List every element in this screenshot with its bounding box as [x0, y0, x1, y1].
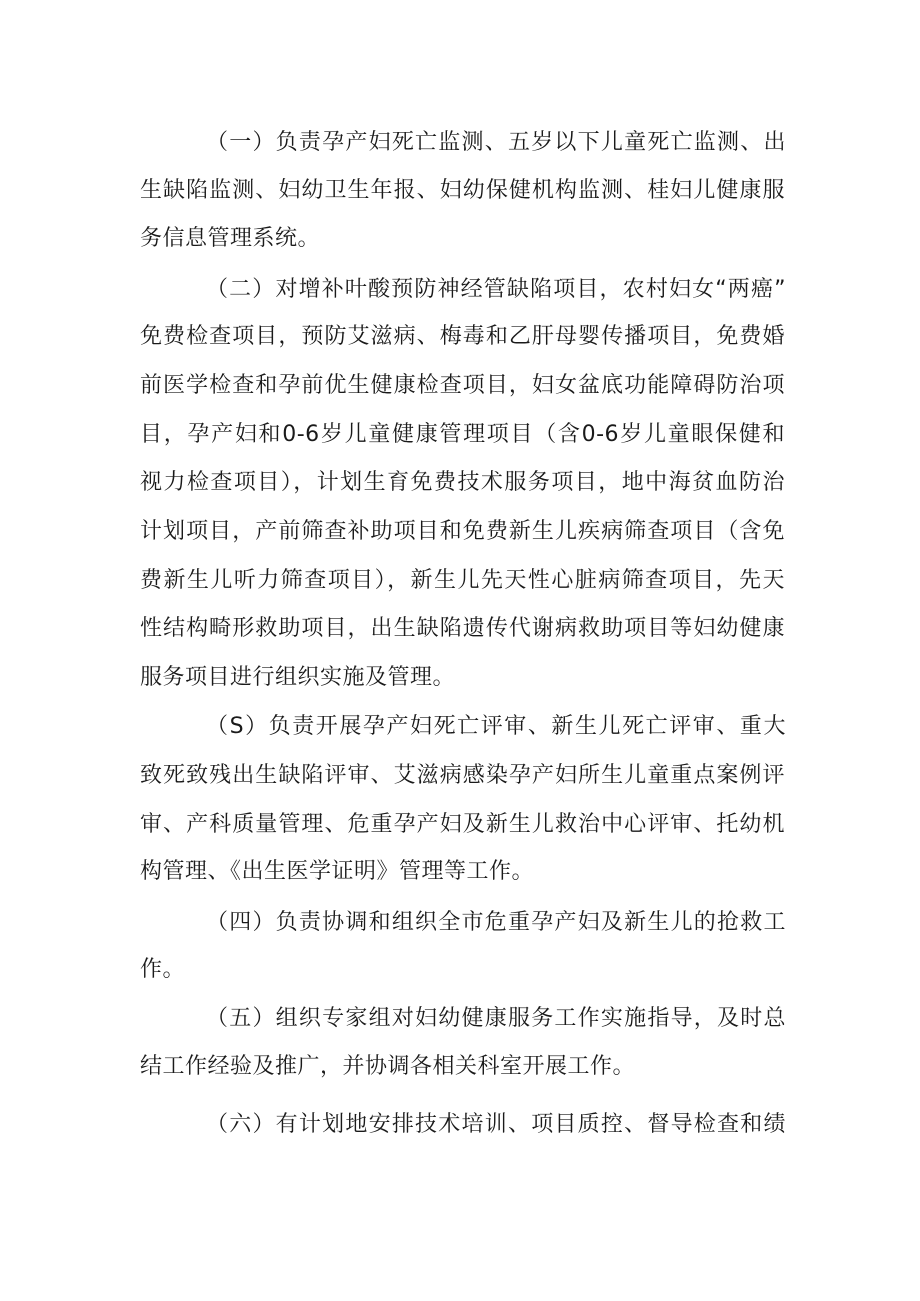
- paragraph-1-line-1: （一）负责孕产妇死亡监测、五岁以下儿童死亡监测、出: [206, 130, 786, 155]
- paragraph-3-line-4: 构管理、《出生医学证明》管理等工作。: [140, 859, 535, 884]
- paragraph-2-line-2: 免费检查项目，预防艾滋病、梅毒和乙肝母婴传播项目，免费婚: [140, 324, 785, 349]
- paragraph-1-line-3: 务信息管理系统。: [140, 226, 321, 251]
- paragraph-2-line-4: 目，孕产妇和0-6岁儿童健康管理项目（含0-6岁儿童眼保健和: [140, 422, 785, 447]
- paragraph-3-line-2: 致死致残出生缺陷评审、艾滋病感染孕产妇所生儿童重点案例评: [140, 763, 785, 788]
- paragraph-2-line-1: （二）对增补叶酸预防神经管缺陷项目，农村妇女“两癌”: [206, 277, 786, 302]
- paragraph-6-line-1: （六）有计划地安排技术培训、项目质控、督导检查和绩: [206, 1112, 786, 1137]
- paragraph-3-line-3: 审、产科质量管理、危重孕产妇及新生儿救治中心评审、托幼机: [140, 812, 785, 837]
- paragraph-2-line-7: 费新生儿听力筛查项目），新生儿先天性心脏病筛查项目，先天: [140, 568, 785, 593]
- paragraph-1-line-2: 生缺陷监测、妇幼卫生年报、妇幼保健机构监测、桂妇儿健康服: [140, 178, 785, 203]
- paragraph-2-line-9: 服务项目进行组织实施及管理。: [140, 665, 456, 690]
- paragraph-2-line-6: 计划项目，产前筛查补助项目和免费新生儿疾病筛查项目（含免: [140, 519, 785, 544]
- paragraph-2-line-8: 性结构畸形救助项目，出生缺陷遗传代谢病救助项目等妇幼健康: [140, 616, 785, 641]
- paragraph-3-line-1: （S）负责开展孕产妇死亡评审、新生儿死亡评审、重大: [206, 714, 786, 739]
- paragraph-4-line-1: （四）负责协调和组织全市危重孕产妇及新生儿的抢救工: [206, 910, 786, 935]
- paragraph-5-line-2: 结工作经验及推广，并协调各相关科室开展工作。: [140, 1054, 636, 1079]
- paragraph-4-line-2: 作。: [140, 957, 186, 982]
- paragraph-2-line-5: 视力检查项目），计划生育免费技术服务项目，地中海贫血防治: [140, 470, 785, 495]
- paragraph-5-line-1: （五）组织专家组对妇幼健康服务工作实施指导，及时总: [206, 1006, 786, 1031]
- paragraph-2-line-3: 前医学检查和孕前优生健康检查项目，妇女盆底功能障碍防治项: [140, 373, 785, 398]
